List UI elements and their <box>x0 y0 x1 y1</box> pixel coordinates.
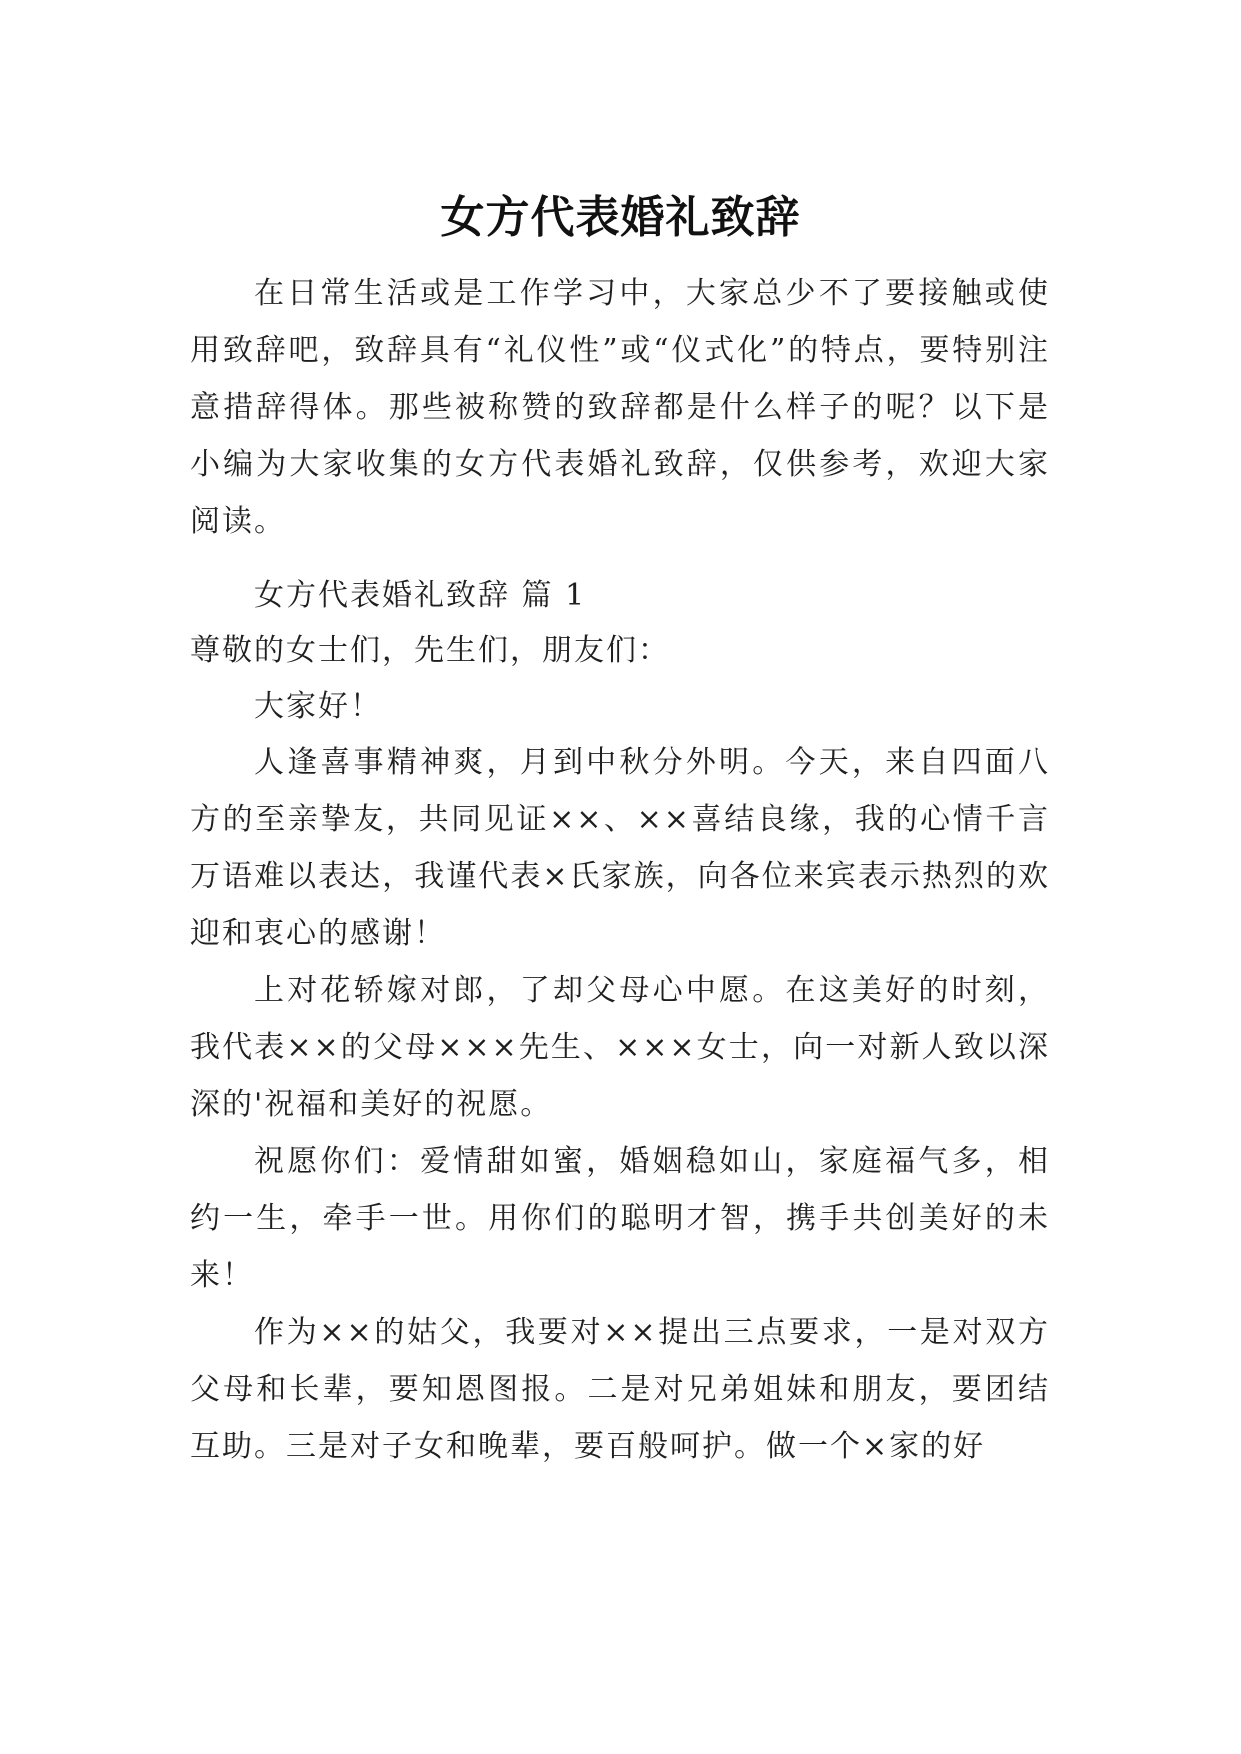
body-paragraph-3: 祝愿你们：爱情甜如蜜，婚姻稳如山，家庭福气多，相约一生，牵手一世。用你们的聪明才智，携手共创美好的未来！ <box>190 1144 1050 1293</box>
body-paragraph-2: 上对花轿嫁对郎，了却父母心中愿。在这美好的时刻，我代表××的父母×××先生、×××女士，向一对新人致以深深的'祝福和美好的祝愿。 <box>190 973 1050 1122</box>
greeting: 大家好！ <box>254 689 382 724</box>
intro-paragraph: 在日常生活或是工作学习中，大家总少不了要接触或使用致辞吧，致辞具有“礼仪性”或“仪式化”的特点，要特别注意措辞得体。那些被称赞的致辞都是什么样子的呢？以下是小编为大家收集的女方代表婚礼致辞，仅供参考，欢迎大家阅读。 <box>190 276 1050 539</box>
salutation: 尊敬的女士们，先生们，朋友们： <box>190 633 670 668</box>
body-paragraph-1: 人逢喜事精神爽，月到中秋分外明。今天，来自四面八方的至亲挚友，共同见证××、××喜结良缘，我的心情千言万语难以表达，我谨代表×氏家族，向各位来宾表示热烈的欢迎和衷心的感谢！ <box>190 745 1050 951</box>
section-heading: 女方代表婚礼致辞 篇 1 <box>254 578 587 613</box>
document-title: 女方代表婚礼致辞 <box>440 192 801 244</box>
body-paragraph-4: 作为××的姑父，我要对××提出三点要求，一是对双方父母和长辈，要知恩图报。二是对兄弟姐妹和朋友，要团结互助。三是对子女和晚辈，要百般呵护。做一个×家的好 <box>190 1315 1050 1464</box>
